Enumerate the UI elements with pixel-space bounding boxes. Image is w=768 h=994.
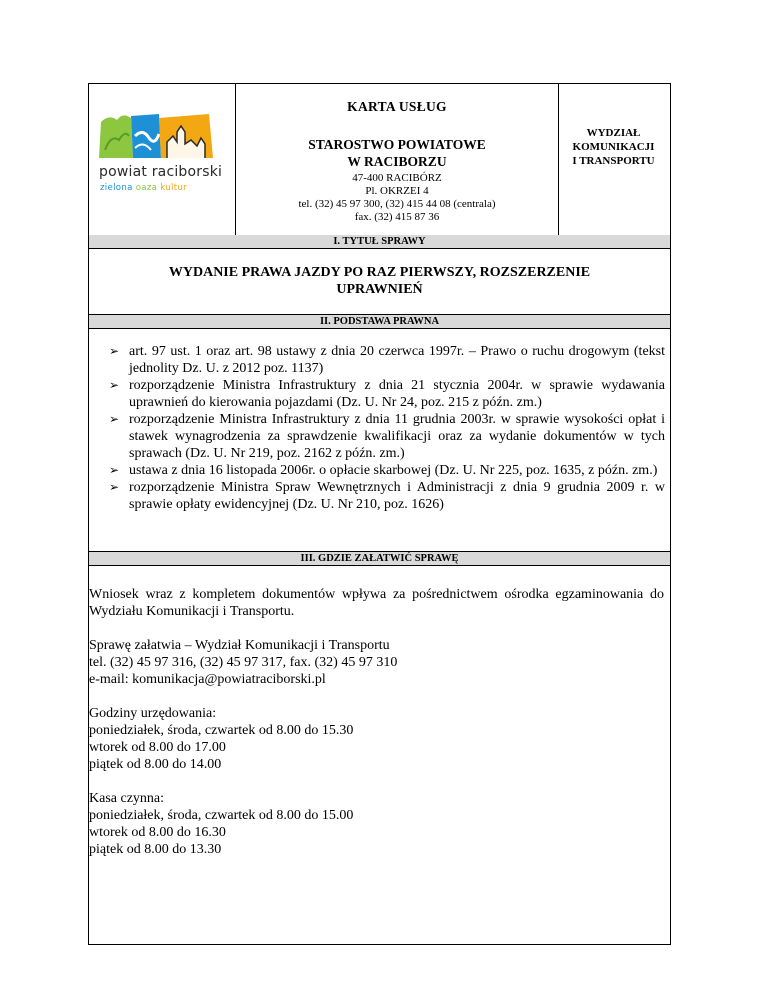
contact-email[interactable]: e-mail: komunikacja@powiatraciborski.pl: [89, 672, 326, 687]
case-title-line2: UPRAWNIEŃ: [336, 282, 423, 297]
office-address: [236, 172, 558, 224]
cash-title: Kasa czynna:: [89, 791, 165, 806]
list-item: ➢ rozporządzenie Ministra Infrastruktury z dnia 21 stycznia 2004r. w sprawie wydawania uprawnień do kierowania pojazdami (Dz. U. Nr 24, poz. 215 z późn. zm.): [109, 378, 665, 410]
hours-line1: poniedziałek, środa, czwartek od 8.00 do 15.30: [89, 723, 354, 738]
contact-block: [89, 637, 664, 688]
department: [557, 84, 670, 235]
contact-line1: Sprawę załatwia – Wydział Komunikacji i Transportu: [89, 638, 390, 653]
address-line2: Pl. OKRZEI 4: [365, 185, 429, 197]
section-title-3: III. GDZIE ZAŁATWIĆ SPRAWĘ: [89, 551, 670, 566]
powiat-raciborski-logo-icon: [97, 110, 217, 160]
list-item: ➢ art. 97 ust. 1 oraz art. 98 ustawy z dnia 20 czerwca 1997r. – Prawo o ruchu drogowym (tekst jednolity Dz. U. z 2012 poz. 1137): [109, 344, 665, 376]
logo-tag-c: kultur: [160, 183, 187, 193]
office-hours: [89, 705, 664, 773]
list-item: ➢ rozporządzenie Ministra Infrastruktury z dnia 11 grudnia 2003r. w sprawie wysokości opłat i stawek wynagrodzenia za sprawdzenie kwalifikacji oraz za wydanie dokumentów w tych sprawach (Dz. U. Nr 219, poz. 2162 z późn. zm.): [109, 412, 665, 461]
dept-line1: WYDZIAŁ: [586, 127, 641, 139]
logo: [89, 84, 235, 235]
office-name: [236, 136, 558, 170]
logo-name: powiat raciborski: [99, 164, 223, 180]
case-title-line1: WYDANIE PRAWA JAZDY PO RAZ PIERWSZY, ROZSZERZENIE: [168, 265, 591, 280]
address-line3: tel. (32) 45 97 300, (32) 415 44 08 (centrala): [298, 198, 496, 210]
office-name-line2: W RACIBORZU: [347, 154, 447, 169]
cash-line2: wtorek od 8.00 do 16.30: [89, 825, 226, 840]
address-line4: fax. (32) 415 87 36: [354, 211, 440, 223]
intro-paragraph: Wniosek wraz z kompletem dokumentów wpływa za pośrednictwem ośrodka egzaminowania do Wydziału Komunikacji i Transportu.: [89, 587, 664, 619]
cash-line1: poniedziałek, środa, czwartek od 8.00 do 15.00: [89, 808, 354, 823]
section-title-1: I. TYTUŁ SPRAWY: [89, 235, 670, 249]
arrow-bullet-icon: ➢: [109, 463, 120, 477]
cash-line3: piątek od 8.00 do 13.30: [89, 842, 222, 857]
hours-line2: wtorek od 8.00 do 17.00: [89, 740, 226, 755]
logo-tag-a: zielona: [100, 183, 133, 193]
arrow-bullet-icon: ➢: [109, 480, 120, 494]
office-info: [235, 84, 559, 235]
hours-title: Godziny urzędowania:: [89, 706, 217, 721]
department-name: [557, 126, 670, 168]
legal-basis-list: [109, 343, 665, 513]
address-line1: 47-400 RACIBÓRZ: [352, 172, 442, 184]
office-name-line1: STAROSTWO POWIATOWE: [308, 137, 486, 152]
contact-line2: tel. (32) 45 97 316, (32) 45 97 317, fax. (32) 45 97 310: [89, 655, 398, 670]
arrow-bullet-icon: ➢: [109, 412, 120, 426]
card-heading: KARTA USŁUG: [347, 99, 447, 114]
case-title-box: [89, 249, 670, 314]
case-title: [129, 264, 630, 298]
arrow-bullet-icon: ➢: [109, 344, 120, 358]
list-item: ➢ rozporządzenie Ministra Spraw Wewnętrznych i Administracji z dnia 9 grudnia 2009 r. w sprawie opłaty ewidencyjnej (Dz. U. Nr 210, poz. 1626): [109, 480, 665, 512]
section-title-2: II. PODSTAWA PRAWNA: [89, 314, 670, 329]
header: [89, 84, 670, 236]
hours-line3: piątek od 8.00 do 14.00: [89, 757, 222, 772]
dept-line3: I TRANSPORTU: [572, 155, 655, 167]
where-to-handle: [89, 566, 670, 944]
service-card: [88, 83, 671, 945]
cash-hours: [89, 790, 664, 858]
legal-basis: [89, 329, 670, 551]
logo-tagline: [100, 183, 187, 193]
arrow-bullet-icon: ➢: [109, 378, 120, 392]
list-item: ➢ ustawa z dnia 16 listopada 2006r. o opłacie skarbowej (Dz. U. Nr 225, poz. 1635, z późn. zm.): [109, 463, 658, 478]
logo-tag-b: oaza: [135, 183, 158, 193]
dept-line2: KOMUNIKACJI: [572, 141, 655, 153]
